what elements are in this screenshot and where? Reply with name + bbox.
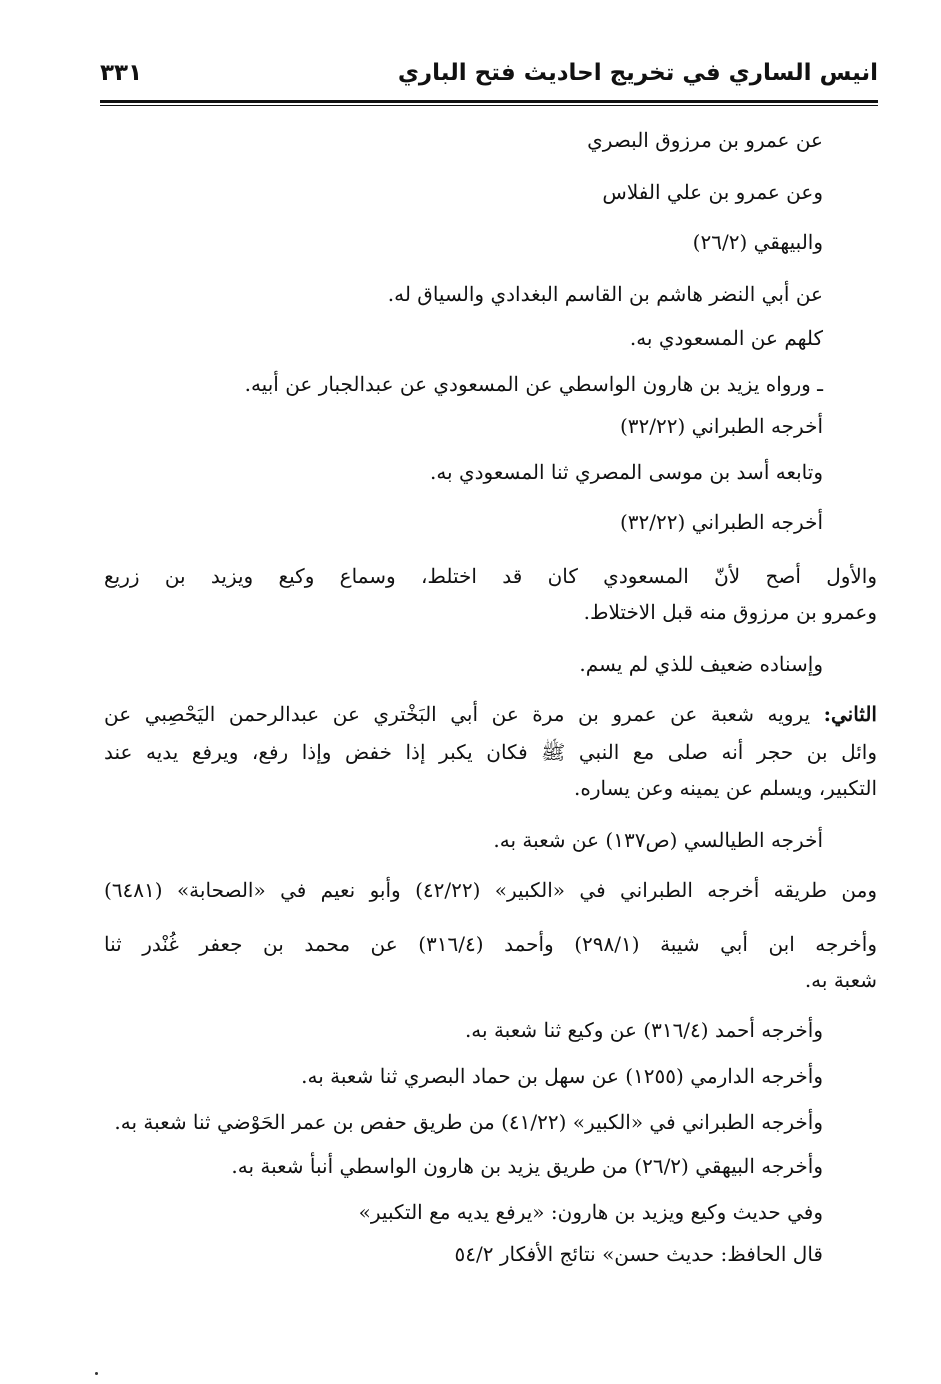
header-rule: [100, 100, 878, 103]
text-line: وتابعه أسد بن موسى المصري ثنا المسعودي به.: [429, 460, 823, 484]
text-line: التكبير، ويسلم عن يمينه وعن يساره.: [574, 776, 877, 800]
text-line: عن أبي النضر هاشم بن القاسم البغدادي والسياق له.: [387, 282, 823, 306]
text-line: وأخرجه البيهقي (٢٦/٢) من طريق يزيد بن هارون الواسطي أنبأ شعبة به.: [231, 1154, 823, 1178]
text-line: وأخرجه ابن أبي شيبة (٢٩٨/١) وأحمد (٣١٦/٤) عن محمد بن جعفر غُنْدر ثنا: [104, 932, 877, 956]
text-line: وائل بن حجر أنه صلى مع النبي ﷺ فكان يكبر إذا خفض وإذا رفع، ويرفع يديه عند: [104, 740, 877, 764]
print-mark: [95, 1372, 98, 1375]
text-line: أخرجه الطبراني (٣٢/٢٢): [619, 414, 823, 438]
text-line: والأول أصح لأنّ المسعودي كان قد اختلط، وسماع وكيع ويزيد بن زريع: [104, 564, 878, 588]
text-line: وأخرجه الطبراني في «الكبير» (٤١/٢٢) من طريق حفص بن عمر الحَوْضي ثنا شعبة به.: [114, 1110, 823, 1134]
text-line: وإسناده ضعيف للذي لم يسم.: [579, 652, 823, 676]
running-title: انيس الساري في تخريج احاديث فتح الباري: [397, 60, 878, 86]
text-line: وفي حديث وكيع ويزيد بن هارون: «يرفع يديه مع التكبير»: [358, 1200, 823, 1224]
text-line: شعبة به.: [804, 968, 877, 992]
page-number: ٣٣١: [100, 60, 143, 86]
text-line: كلهم عن المسعودي به.: [629, 326, 823, 350]
text-span: يرويه شعبة عن عمرو بن مرة عن أبي البَخْتري عن عبدالرحمن اليَحْصِبي عن: [104, 702, 824, 726]
page-header: [100, 58, 878, 98]
text-line: وأخرجه الدارمي (١٢٥٥) عن سهل بن حماد البصري ثنا شعبة به.: [301, 1064, 823, 1088]
text-line: ومن طريقه أخرجه الطبراني في «الكبير» (٤٢/٢٢) وأبو نعيم في «الصحابة» (٦٤٨١): [104, 878, 877, 902]
text-line: وأخرجه أحمد (٣١٦/٤) عن وكيع ثنا شعبة به.: [464, 1018, 823, 1042]
text-line: قال الحافظ: حديث حسن» نتائج الأفكار ٥٤/٢: [454, 1242, 823, 1266]
text-line: والبيهقي (٢٦/٢): [692, 230, 823, 254]
section-label: الثاني:: [823, 702, 877, 726]
text-line: وعمرو بن مرزوق منه قبل الاختلاط.: [583, 600, 877, 624]
header-rule-thin: [100, 105, 878, 106]
text-line: [104, 700, 877, 728]
text-line: أخرجه الطبراني (٣٢/٢٢): [619, 510, 823, 534]
text-line: عن عمرو بن مرزوق البصري: [587, 128, 823, 152]
text-line: ـ ورواه يزيد بن هارون الواسطي عن المسعودي عن عبدالجبار عن أبيه.: [244, 372, 823, 396]
text-line: وعن عمرو بن علي الفلاس: [602, 180, 823, 204]
text-line: أخرجه الطيالسي (ص١٣٧) عن شعبة به.: [493, 828, 823, 852]
